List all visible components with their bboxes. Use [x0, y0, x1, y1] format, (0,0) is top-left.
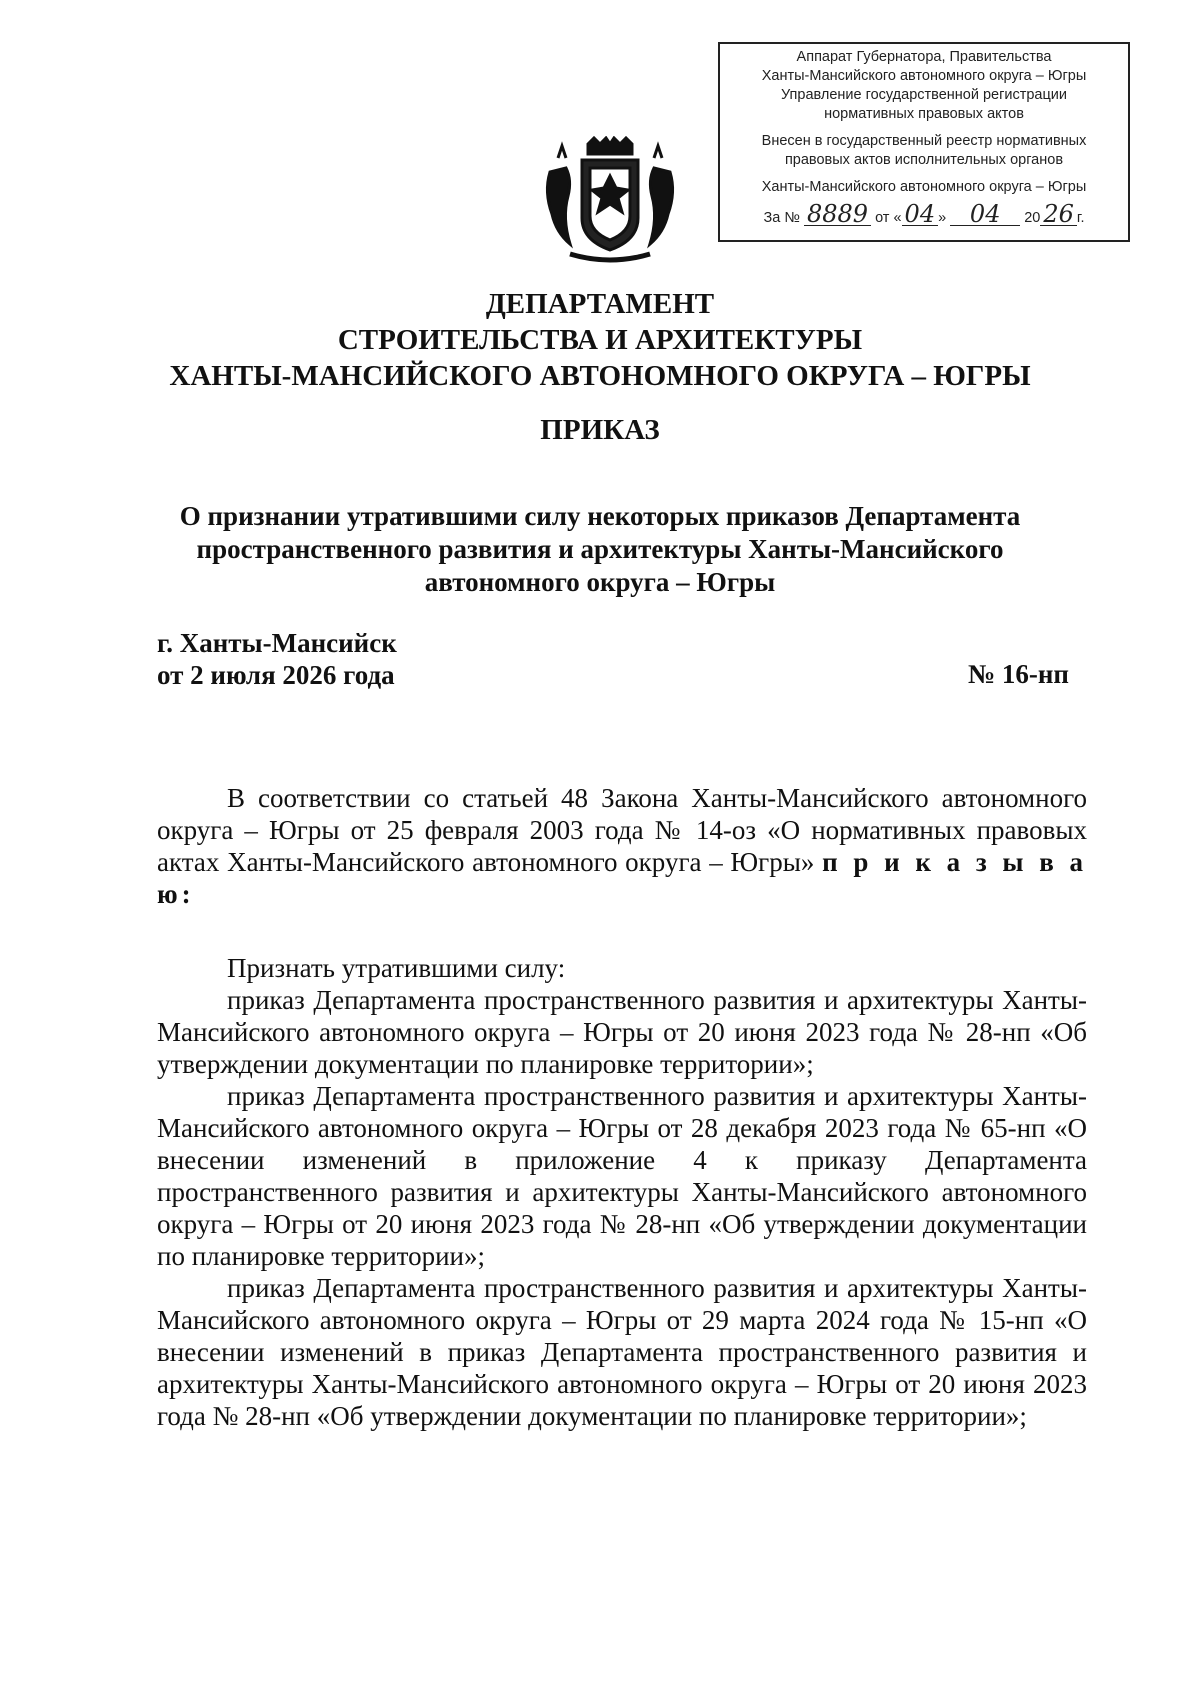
order-item: приказ Департамента пространственного развития и архитектуры Ханты-Мансийского автономного округа – Югры от 29 марта 2024 года № 15-нп «О внесении изменений в приказ Департамента пространственного развития и архитектуры Ханты-Мансийского автономного округа – Югры от 20 июня 2023 года № 28-нп «Об утверждении документации по планировке территории»;: [157, 1273, 1087, 1431]
preamble-paragraph: [157, 782, 1087, 910]
department-line: ХАНТЫ-МАНСИЙСКОГО АВТОНОМНОГО ОКРУГА – ЮГРЫ: [169, 360, 1031, 392]
order-word: п р и к а з ы в а ю:: [157, 847, 1088, 909]
city: г. Ханты-Мансийск: [157, 628, 397, 658]
order-item: приказ Департамента пространственного развития и архитектуры Ханты-Мансийского автономного округа – Югры от 20 июня 2023 года № 28-нп «Об утверждении документации по планировке территории»;: [157, 985, 1087, 1079]
document-type: ПРИКАЗ: [540, 414, 660, 446]
stamp-reg-year: 26: [1040, 203, 1077, 226]
document-title: [150, 500, 1050, 599]
stamp-line: Аппарат Губернатора, Правительства: [796, 49, 1052, 65]
place-and-date: [157, 627, 397, 691]
title-line: О признании утратившими силу некоторых приказов Департамента: [179, 501, 1021, 531]
document-date: от 2 июля 2026 года: [157, 660, 395, 690]
order-lead: Признать утратившими силу:: [227, 953, 566, 983]
document-number: № 16-нп: [968, 659, 1069, 689]
title-line: автономного округа – Югры: [424, 567, 776, 597]
stamp-registration-line: За № 8889 от « 04 » 04 20 26 г.: [763, 200, 1085, 228]
stamp-line: Ханты-Мансийского автономного округа – Югры: [761, 68, 1087, 84]
title-line: пространственного развития и архитектуры Ханты-Мансийского: [196, 534, 1004, 564]
preamble-text: В соответствии со статьей 48 Закона Ханты-Мансийского автономного округа – Югры от 25 февраля 2003 года № 14-оз «О нормативных правовых актах Ханты-Мансийского автономного округа – Югры»: [157, 783, 1087, 877]
stamp-line: правовых актов исполнительных органов: [784, 152, 1064, 168]
stamp-reg-number: 8889: [804, 203, 871, 226]
department-line: ДЕПАРТАМЕНТ: [485, 288, 715, 320]
stamp-line: Управление государственной регистрации: [780, 87, 1068, 103]
stamp-reg-day: 04: [902, 203, 939, 226]
stamp-line: Ханты-Мансийского автономного округа – Югры: [761, 179, 1087, 195]
coat-of-arms-icon: [536, 136, 684, 272]
department-name: [0, 286, 1200, 394]
order-list: [157, 952, 1087, 1432]
stamp-line: Внесен в государственный реестр нормативных: [761, 133, 1087, 149]
department-line: СТРОИТЕЛЬСТВА И АРХИТЕКТУРЫ: [337, 324, 863, 356]
registration-stamp: [718, 42, 1130, 242]
stamp-line: нормативных правовых актов: [824, 106, 1024, 122]
order-item: приказ Департамента пространственного развития и архитектуры Ханты-Мансийского автономного округа – Югры от 28 декабря 2023 года № 65-нп «О внесении изменений в приложение 4 к приказу Департамента пространственного развития и архитектуры Ханты-Мансийского автономного округа – Югры от 20 июня 2023 года № 28-нп «Об утверждении документации по планировке территории»;: [157, 1081, 1087, 1271]
stamp-reg-month: 04: [950, 203, 1020, 226]
